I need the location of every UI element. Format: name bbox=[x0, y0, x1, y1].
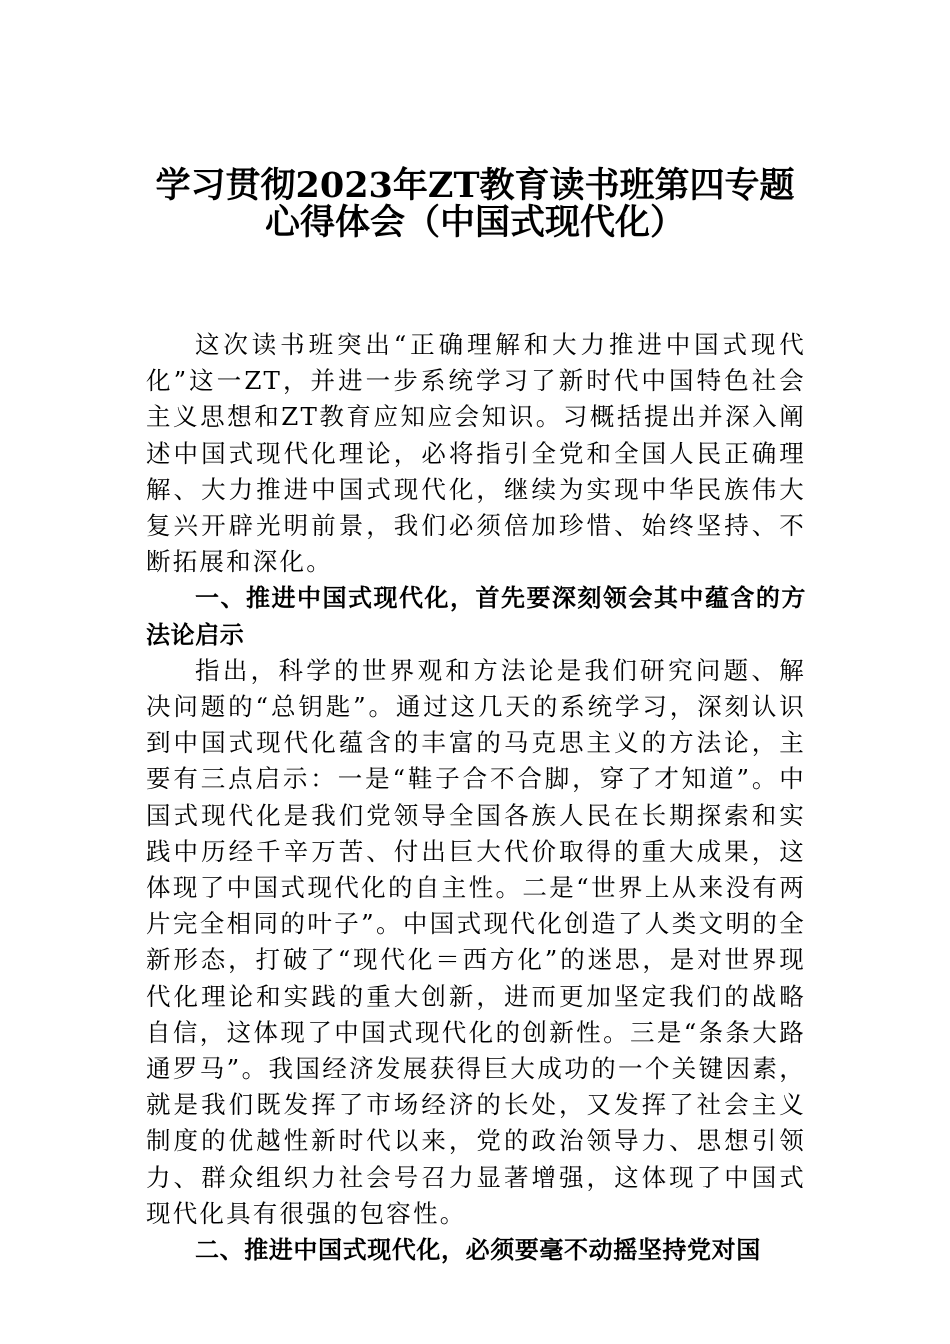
document-body bbox=[146, 327, 806, 1268]
document-title-line-2: 心得体会（中国式现代化） bbox=[264, 202, 685, 243]
intro-paragraph: 这次读书班突出“正确理解和大力推进中国式现代化”这一ZT，并进一步系统学习了新时代中国特色社会主义思想和ZT教育应知应会知识。习概括提出并深入阐述中国式现代化理论，必将指引全党和全国人民正确理解、大力推进中国式现代化，继续为实现中华民族伟大复兴开辟光明前景，我们必须倍加珍惜、始终坚持、不断拓展和深化。 bbox=[146, 330, 806, 577]
section-heading-1: 一、推进中国式现代化，首先要深刻领会其中蕴含的方法论启示 bbox=[146, 584, 806, 649]
section-heading-2: 二、推进中国式现代化，必须要毫不动摇坚持党对国 bbox=[195, 1236, 761, 1265]
document-title-line-1: 学习贯彻2023年ZT教育读书班第四专题 bbox=[155, 165, 795, 206]
section-1-paragraph: 指出，科学的世界观和方法论是我们研究问题、解决问题的“总钥匙”。通过这几天的系统学习，深刻认识到中国式现代化蕴含的丰富的马克思主义的方法论，主要有三点启示：一是“鞋子合不合脚，穿了才知道”。中国式现代化是我们党领导全国各族人民在长期探索和实践中历经千辛万苦、付出巨大代价取得的重大成果，这体现了中国式现代化的自主性。二是“世界上从来没有两片完全相同的叶子”。中国式现代化创造了人类文明的全新形态，打破了“现代化＝西方化”的迷思，是对世界现代化理论和实践的重大创新，进而更加坚定我们的战略自信，这体现了中国式现代化的创新性。三是“条条大路通罗马”。我国经济发展获得巨大成功的一个关键因素，就是我们既发挥了市场经济的长处，又发挥了社会主义制度的优越性新时代以来，党的政治领导力、思想引领力、群众组织力社会号召力显著增强，这体现了中国式现代化具有很强的包容性。 bbox=[146, 655, 806, 1228]
